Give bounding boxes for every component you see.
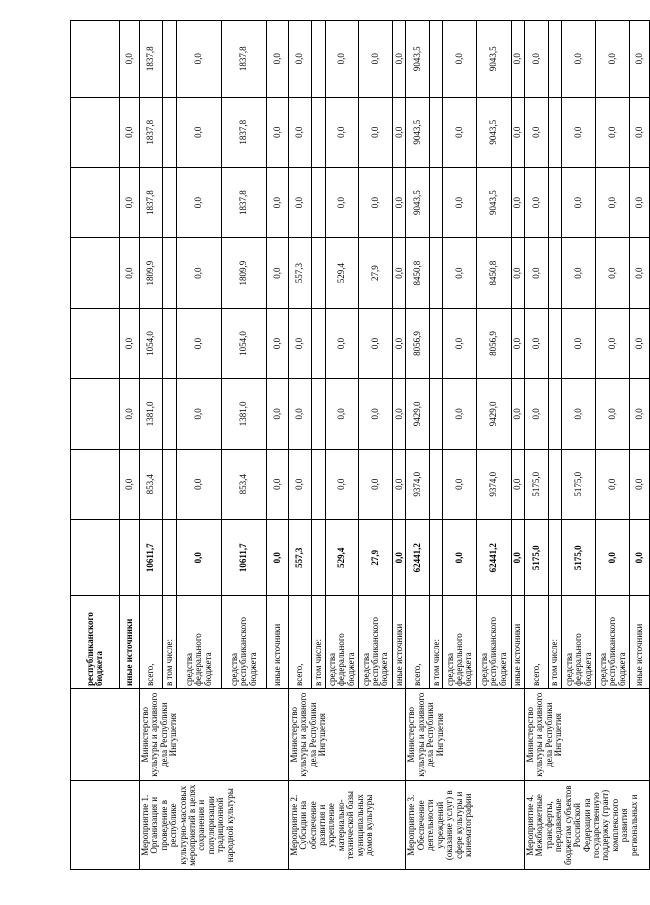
total-value-cell: 62441,2 bbox=[406, 519, 430, 595]
year-value-cell: 0,0 bbox=[176, 379, 221, 449]
year-value-cell: 1837,8 bbox=[139, 21, 163, 98]
measure-name-cell: Мероприятие 3. Обеспечение деятельности учреждений (оказание услуг) в сфере культуры и кинематографии bbox=[406, 781, 524, 870]
total-value-cell bbox=[548, 519, 562, 595]
year-value-cell: 0,0 bbox=[511, 97, 524, 167]
year-value-cell: 9043,5 bbox=[406, 21, 430, 98]
responsible-executor-cell: Министерство культуры и архивного дела Республики Ингушетия bbox=[288, 688, 406, 781]
year-value-cell: 0,0 bbox=[267, 167, 289, 237]
funding-source-cell: средства федерального бюджета bbox=[325, 596, 359, 689]
year-value-cell bbox=[548, 97, 562, 167]
year-value-cell: 9043,5 bbox=[477, 97, 511, 167]
year-value-cell bbox=[312, 238, 325, 308]
funding-source-cell: в том числе: bbox=[312, 596, 325, 689]
year-value-cell: 9429,0 bbox=[406, 379, 430, 449]
total-value-cell: 62441,2 bbox=[477, 519, 511, 595]
funding-source-cell: иные источники bbox=[267, 596, 289, 689]
measure-cell-continued bbox=[71, 781, 140, 870]
source-cell: иные источники bbox=[120, 596, 139, 689]
value-cell bbox=[71, 519, 120, 595]
total-value-cell: 27,9 bbox=[359, 519, 393, 595]
funding-source-cell: в том числе: bbox=[430, 596, 443, 689]
total-value-cell bbox=[312, 519, 325, 595]
year-value-cell: 8056,9 bbox=[406, 308, 430, 378]
year-value-cell: 0,0 bbox=[630, 21, 650, 98]
year-value-cell: 0,0 bbox=[443, 449, 477, 519]
year-value-cell: 0,0 bbox=[325, 97, 359, 167]
table-row bbox=[288, 21, 312, 870]
year-value-cell bbox=[163, 379, 176, 449]
responsible-executor-cell: Министерство культуры и архивного дела Республики Ингушетия bbox=[139, 688, 288, 781]
year-value-cell: 0,0 bbox=[393, 21, 406, 98]
total-value-cell: 5175,0 bbox=[524, 519, 548, 595]
year-value-cell: 0,0 bbox=[443, 167, 477, 237]
year-value-cell: 0,0 bbox=[511, 308, 524, 378]
year-value-cell: 0,0 bbox=[325, 167, 359, 237]
year-value-cell: 853,4 bbox=[139, 449, 163, 519]
year-value-cell: 5175,0 bbox=[524, 449, 548, 519]
year-value-cell: 0,0 bbox=[267, 449, 289, 519]
year-value-cell: 0,0 bbox=[511, 21, 524, 98]
source-cell: республиканского бюджета bbox=[71, 596, 120, 689]
year-value-cell: 853,4 bbox=[222, 449, 267, 519]
value-cell bbox=[71, 308, 120, 378]
year-value-cell: 0,0 bbox=[288, 97, 312, 167]
total-value-cell: 0,0 bbox=[443, 519, 477, 595]
year-value-cell: 0,0 bbox=[267, 21, 289, 98]
value-cell bbox=[71, 238, 120, 308]
total-value-cell: 0,0 bbox=[596, 519, 630, 595]
year-value-cell: 0,0 bbox=[288, 379, 312, 449]
year-value-cell: 0,0 bbox=[267, 238, 289, 308]
funding-source-cell: всего, bbox=[139, 596, 163, 689]
table-body bbox=[71, 21, 650, 870]
year-value-cell: 0,0 bbox=[325, 379, 359, 449]
table-row bbox=[406, 21, 430, 870]
funding-source-cell: иные источники bbox=[630, 596, 650, 689]
table-row bbox=[524, 21, 548, 870]
year-value-cell: 0,0 bbox=[176, 238, 221, 308]
year-value-cell bbox=[163, 238, 176, 308]
value-cell: 0,0 bbox=[120, 238, 139, 308]
year-value-cell bbox=[430, 449, 443, 519]
total-value-cell: 529,4 bbox=[325, 519, 359, 595]
year-value-cell: 0,0 bbox=[288, 308, 312, 378]
year-value-cell: 0,0 bbox=[630, 238, 650, 308]
total-value-cell: 0,0 bbox=[176, 519, 221, 595]
year-value-cell: 0,0 bbox=[176, 167, 221, 237]
year-value-cell: 8450,8 bbox=[406, 238, 430, 308]
value-cell: 0,0 bbox=[120, 308, 139, 378]
year-value-cell: 27,9 bbox=[359, 238, 393, 308]
total-value-cell: 5175,0 bbox=[562, 519, 596, 595]
value-cell: 0,0 bbox=[120, 379, 139, 449]
year-value-cell: 9043,5 bbox=[406, 167, 430, 237]
table-row bbox=[139, 21, 163, 870]
year-value-cell: 9374,0 bbox=[477, 449, 511, 519]
value-cell bbox=[71, 21, 120, 98]
year-value-cell: 1054,0 bbox=[139, 308, 163, 378]
year-value-cell: 0,0 bbox=[511, 167, 524, 237]
year-value-cell: 0,0 bbox=[443, 308, 477, 378]
year-value-cell: 0,0 bbox=[393, 308, 406, 378]
funding-source-cell: средства республиканского бюджета bbox=[596, 596, 630, 689]
year-value-cell: 0,0 bbox=[596, 308, 630, 378]
total-value-cell bbox=[163, 519, 176, 595]
year-value-cell bbox=[312, 167, 325, 237]
year-value-cell: 0,0 bbox=[630, 97, 650, 167]
funding-source-cell: средства республиканского бюджета bbox=[477, 596, 511, 689]
year-value-cell: 0,0 bbox=[393, 97, 406, 167]
year-value-cell bbox=[163, 308, 176, 378]
year-value-cell: 0,0 bbox=[443, 21, 477, 98]
value-cell bbox=[71, 97, 120, 167]
year-value-cell: 0,0 bbox=[176, 308, 221, 378]
year-value-cell: 0,0 bbox=[562, 308, 596, 378]
year-value-cell: 0,0 bbox=[511, 379, 524, 449]
year-value-cell: 0,0 bbox=[393, 167, 406, 237]
year-value-cell: 0,0 bbox=[393, 449, 406, 519]
year-value-cell: 0,0 bbox=[596, 97, 630, 167]
year-value-cell: 0,0 bbox=[596, 167, 630, 237]
total-value-cell: 10611,7 bbox=[139, 519, 163, 595]
year-value-cell: 9043,5 bbox=[477, 167, 511, 237]
year-value-cell: 8450,8 bbox=[477, 238, 511, 308]
year-value-cell bbox=[548, 379, 562, 449]
year-value-cell: 0,0 bbox=[359, 308, 393, 378]
year-value-cell: 0,0 bbox=[288, 21, 312, 98]
year-value-cell: 0,0 bbox=[562, 379, 596, 449]
year-value-cell: 1054,0 bbox=[222, 308, 267, 378]
funding-source-cell: средства республиканского бюджета bbox=[222, 596, 267, 689]
year-value-cell: 9429,0 bbox=[477, 379, 511, 449]
year-value-cell bbox=[430, 238, 443, 308]
year-value-cell: 0,0 bbox=[596, 379, 630, 449]
responsible-executor-cell: Министерство культуры и архивного дела Республики Ингушетия bbox=[524, 688, 649, 781]
year-value-cell: 0,0 bbox=[596, 449, 630, 519]
funding-source-cell: в том числе: bbox=[163, 596, 176, 689]
total-value-cell bbox=[430, 519, 443, 595]
measure-name-cell: Мероприятие 2. Субсидии на обеспечение развития и укрепление материально-технической базы муниципальных домов культуры bbox=[288, 781, 406, 870]
year-value-cell: 1837,8 bbox=[222, 97, 267, 167]
year-value-cell bbox=[430, 308, 443, 378]
year-value-cell bbox=[548, 21, 562, 98]
year-value-cell bbox=[163, 21, 176, 98]
year-value-cell bbox=[163, 449, 176, 519]
year-value-cell: 0,0 bbox=[443, 238, 477, 308]
value-cell: 0,0 bbox=[120, 449, 139, 519]
year-value-cell: 0,0 bbox=[176, 21, 221, 98]
year-value-cell: 0,0 bbox=[359, 167, 393, 237]
year-value-cell: 0,0 bbox=[325, 449, 359, 519]
year-value-cell: 0,0 bbox=[393, 238, 406, 308]
year-value-cell: 0,0 bbox=[359, 449, 393, 519]
total-value-cell: 0,0 bbox=[630, 519, 650, 595]
year-value-cell bbox=[312, 308, 325, 378]
year-value-cell: 0,0 bbox=[176, 97, 221, 167]
year-value-cell: 1837,8 bbox=[139, 167, 163, 237]
year-value-cell bbox=[548, 308, 562, 378]
funding-source-cell: всего, bbox=[524, 596, 548, 689]
year-value-cell: 0,0 bbox=[524, 379, 548, 449]
year-value-cell: 0,0 bbox=[524, 97, 548, 167]
total-value-cell: 10611,7 bbox=[222, 519, 267, 595]
year-value-cell: 0,0 bbox=[562, 167, 596, 237]
year-value-cell: 5175,0 bbox=[562, 449, 596, 519]
year-value-cell: 0,0 bbox=[443, 379, 477, 449]
measure-name-cell: Мероприятие 1. Организация и проведение в республике культурно-массовых мероприятий в целях сохранения и популяризации традиционной народной культуры bbox=[139, 781, 288, 870]
year-value-cell bbox=[430, 167, 443, 237]
year-value-cell: 1809,9 bbox=[222, 238, 267, 308]
year-value-cell bbox=[312, 379, 325, 449]
responsible-executor-cell: Министерство культуры и архивного дела Республики Ингушетия bbox=[406, 688, 524, 781]
year-value-cell: 0,0 bbox=[288, 449, 312, 519]
year-value-cell: 0,0 bbox=[630, 379, 650, 449]
measure-name-cell: Мероприятие 4. Межбюджетные трансферты, передаваемые бюджетам субъектов Российской Федерации на государственную поддержку (грант) комплексного развития региональных и bbox=[524, 781, 649, 870]
year-value-cell: 9043,5 bbox=[406, 97, 430, 167]
year-value-cell: 0,0 bbox=[267, 97, 289, 167]
year-value-cell: 1837,8 bbox=[139, 97, 163, 167]
year-value-cell: 1381,0 bbox=[222, 379, 267, 449]
year-value-cell: 0,0 bbox=[267, 379, 289, 449]
year-value-cell bbox=[312, 21, 325, 98]
value-cell: 0,0 bbox=[120, 97, 139, 167]
year-value-cell: 0,0 bbox=[176, 449, 221, 519]
responsible-cell-continued bbox=[71, 688, 140, 781]
funding-source-cell: всего, bbox=[406, 596, 430, 689]
year-value-cell: 9043,5 bbox=[477, 21, 511, 98]
year-value-cell: 0,0 bbox=[511, 449, 524, 519]
year-value-cell bbox=[548, 238, 562, 308]
year-value-cell: 0,0 bbox=[359, 97, 393, 167]
year-value-cell: 0,0 bbox=[511, 238, 524, 308]
year-value-cell bbox=[430, 379, 443, 449]
year-value-cell bbox=[430, 97, 443, 167]
year-value-cell: 0,0 bbox=[325, 308, 359, 378]
year-value-cell bbox=[548, 449, 562, 519]
total-value-cell: 0,0 bbox=[267, 519, 289, 595]
year-value-cell: 0,0 bbox=[524, 238, 548, 308]
total-value-cell: 0,0 bbox=[393, 519, 406, 595]
year-value-cell: 9374,0 bbox=[406, 449, 430, 519]
funding-source-cell: всего, bbox=[288, 596, 312, 689]
year-value-cell: 0,0 bbox=[359, 21, 393, 98]
funding-source-cell: средства республиканского бюджета bbox=[359, 596, 393, 689]
year-value-cell bbox=[312, 97, 325, 167]
year-value-cell: 0,0 bbox=[562, 21, 596, 98]
year-value-cell: 0,0 bbox=[288, 167, 312, 237]
year-value-cell: 0,0 bbox=[524, 21, 548, 98]
year-value-cell: 0,0 bbox=[359, 379, 393, 449]
year-value-cell: 0,0 bbox=[443, 97, 477, 167]
year-value-cell: 1837,8 bbox=[222, 21, 267, 98]
year-value-cell: 0,0 bbox=[562, 238, 596, 308]
program-funding-table bbox=[70, 20, 650, 870]
funding-source-cell: в том числе: bbox=[548, 596, 562, 689]
year-value-cell: 1837,8 bbox=[222, 167, 267, 237]
value-cell bbox=[71, 449, 120, 519]
year-value-cell: 1381,0 bbox=[139, 379, 163, 449]
year-value-cell bbox=[163, 167, 176, 237]
year-value-cell: 0,0 bbox=[267, 308, 289, 378]
value-cell bbox=[71, 167, 120, 237]
year-value-cell: 0,0 bbox=[393, 379, 406, 449]
value-cell bbox=[71, 379, 120, 449]
year-value-cell: 0,0 bbox=[630, 167, 650, 237]
year-value-cell: 0,0 bbox=[596, 21, 630, 98]
year-value-cell: 557,3 bbox=[288, 238, 312, 308]
year-value-cell: 0,0 bbox=[524, 308, 548, 378]
value-cell: 0,0 bbox=[120, 167, 139, 237]
year-value-cell bbox=[163, 97, 176, 167]
total-value-cell: 557,3 bbox=[288, 519, 312, 595]
year-value-cell bbox=[312, 449, 325, 519]
year-value-cell bbox=[430, 21, 443, 98]
year-value-cell: 0,0 bbox=[562, 97, 596, 167]
total-value-cell: 0,0 bbox=[511, 519, 524, 595]
year-value-cell: 8056,9 bbox=[477, 308, 511, 378]
year-value-cell: 0,0 bbox=[630, 449, 650, 519]
funding-source-cell: средства федерального бюджета bbox=[443, 596, 477, 689]
funding-source-cell: средства федерального бюджета bbox=[562, 596, 596, 689]
year-value-cell: 1809,9 bbox=[139, 238, 163, 308]
year-value-cell: 0,0 bbox=[630, 308, 650, 378]
year-value-cell: 0,0 bbox=[596, 238, 630, 308]
funding-source-cell: иные источники bbox=[511, 596, 524, 689]
funding-source-cell: иные источники bbox=[393, 596, 406, 689]
year-value-cell bbox=[548, 167, 562, 237]
year-value-cell: 529,4 bbox=[325, 238, 359, 308]
year-value-cell: 0,0 bbox=[325, 21, 359, 98]
rotated-table-wrapper bbox=[70, 20, 650, 870]
value-cell bbox=[120, 519, 139, 595]
funding-source-cell: средства федерального бюджета bbox=[176, 596, 221, 689]
value-cell: 0,0 bbox=[120, 21, 139, 98]
year-value-cell: 0,0 bbox=[524, 167, 548, 237]
table-row bbox=[71, 21, 120, 870]
